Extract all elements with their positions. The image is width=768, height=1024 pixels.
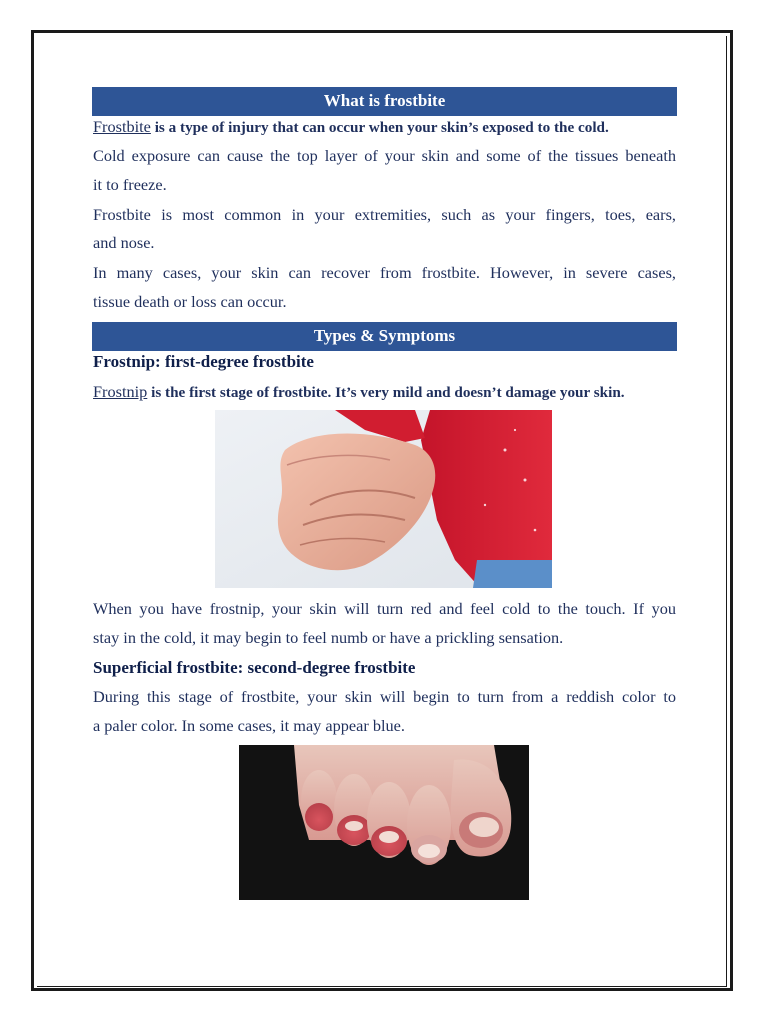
frostnip-description-line: When you have frostnip, your skin will turn red and feel cold to the touch. If you <box>93 599 676 618</box>
frostnip-intro-line <box>93 382 676 403</box>
superficial-description-line: a paler color. In some cases, it may appear blue. <box>93 716 405 735</box>
frostnip-heading: Frostnip: first-degree frostbite <box>93 352 314 371</box>
frostnip-hands-photo <box>215 410 552 588</box>
frostnip-description-line: stay in the cold, it may begin to feel numb or have a prickling sensation. <box>93 628 564 647</box>
frostnip-link[interactable]: Frostnip <box>93 382 148 401</box>
intro-bold-text: is a type of injury that can occur when your skin’s exposed to the cold. <box>150 119 609 136</box>
superficial-frostbite-heading: Superficial frostbite: second-degree frostbite <box>93 658 416 677</box>
paragraph-line: In many cases, your skin can recover from frostbite. However, in severe cases, <box>93 263 676 282</box>
section-heading-types-symptoms: Types & Symptoms <box>92 322 677 351</box>
superficial-description-line: During this stage of frostbite, your skin will begin to turn from a reddish color to <box>93 687 676 706</box>
frostbitten-toes-photo <box>239 745 529 900</box>
intro-paragraph-line <box>93 117 676 138</box>
frostbite-link[interactable]: Frostbite <box>93 117 151 136</box>
section-heading-what-is-frostbite: What is frostbite <box>92 87 677 116</box>
paragraph-line: Cold exposure can cause the top layer of your skin and some of the tissues beneath <box>93 146 676 165</box>
paragraph-line: it to freeze. <box>93 175 167 194</box>
paragraph-line: and nose. <box>93 233 155 252</box>
frostnip-bold-text: is the first stage of frostbite. It’s very mild and doesn’t damage your skin. <box>147 384 625 401</box>
paragraph-line: tissue death or loss can occur. <box>93 292 287 311</box>
paragraph-line: Frostbite is most common in your extremities, such as your fingers, toes, ears, <box>93 205 676 224</box>
